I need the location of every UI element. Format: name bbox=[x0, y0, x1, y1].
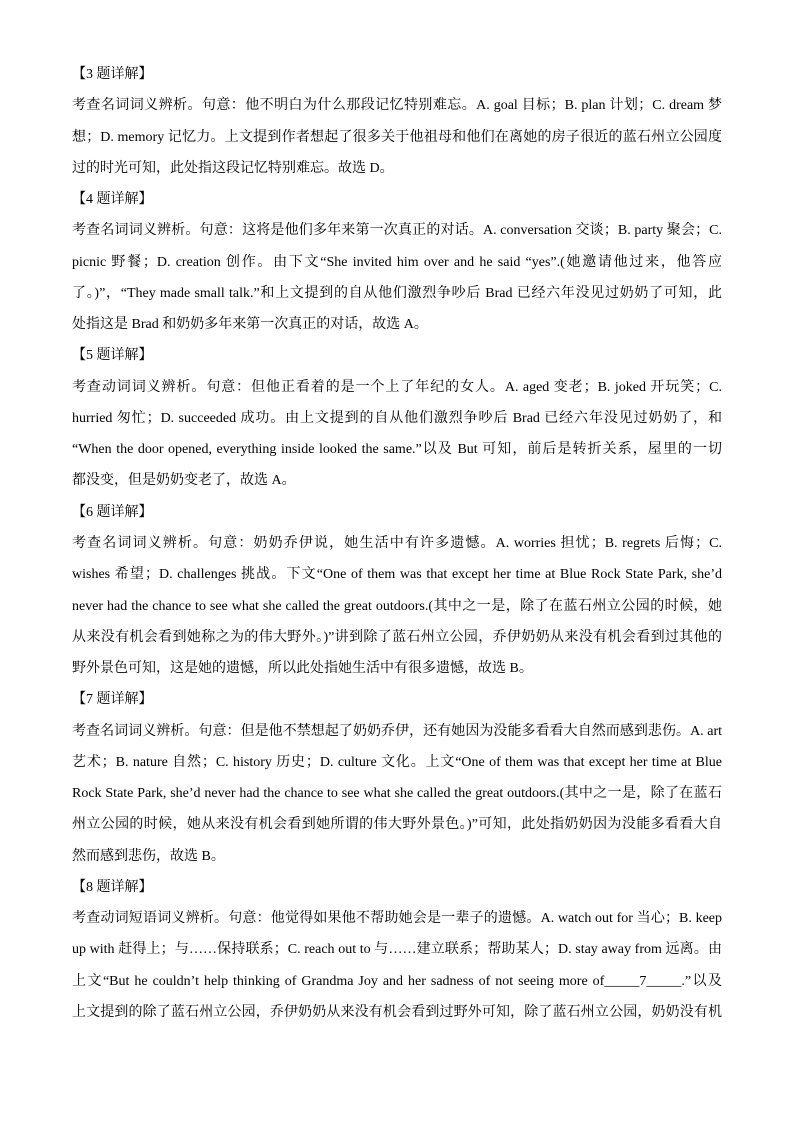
text-line: 上文“But he couldn’t help thinking of Grandma Joy and her sadness of not seeing more of_____7_____.”以及 bbox=[72, 973, 722, 989]
text-line: 考查名词词义辨析。句意：但是他不禁想起了奶奶乔伊，还有她因为没能多看看大自然而感到悲伤。A. art bbox=[72, 723, 722, 739]
text-line: picnic 野餐；D. creation 创作。由下文“She invited him over and he said “yes”.(她邀请他过来，他答应 bbox=[72, 254, 722, 270]
text-line: 考查名词词义辨析。句意：奶奶乔伊说，她生活中有许多遗憾。A. worries 担忧；B. regrets 后悔；C. bbox=[72, 535, 722, 551]
text-line: 想；D. memory 记忆力。上文提到作者想起了很多关于他祖母和他们在离她的房子很近的蓝石州立公园度 bbox=[72, 129, 722, 145]
text-line: 从来没有机会看到她称之为的伟大野外。)”讲到除了蓝石州立公园，乔伊奶奶从来没有机会看到过其他的 bbox=[72, 629, 722, 645]
section-q4 bbox=[72, 184, 722, 340]
section-q3 bbox=[72, 59, 722, 184]
text-line: 过的时光可知，此处指这段记忆特别难忘。故选 D。 bbox=[72, 160, 394, 176]
text-line: up with 赶得上；与……保持联系；C. reach out to 与……建立联系；帮助某人；D. stay away from 远离。由 bbox=[72, 942, 722, 958]
text-line: 艺术；B. nature 自然；C. history 历史；D. culture 文化。上文“One of them was that except her time at Blue bbox=[72, 754, 722, 770]
section-q7 bbox=[72, 684, 722, 872]
text-line: “When the door opened, everything inside looked the same.”以及 But 可知，前后是转折关系，屋里的一切 bbox=[72, 442, 722, 458]
text-line: 考查动词词义辨析。句意：但他正看着的是一个上了年纪的女人。A. aged 变老；B. joked 开玩笑；C. bbox=[72, 379, 722, 395]
text-line: 然而感到悲伤，故选 B。 bbox=[72, 848, 225, 864]
section-q6 bbox=[72, 497, 722, 685]
text-line: 野外景色可知，这是她的遗憾，所以此处指她生活中有很多遗憾，故选 B。 bbox=[72, 661, 533, 677]
section-heading: 【3 题详解】 bbox=[72, 67, 153, 82]
text-line: 州立公园的时候，她从来没有机会看到她所谓的伟大野外景色。)”可知，此处指奶奶因为没能多看看大自 bbox=[72, 817, 722, 833]
section-heading: 【4 题详解】 bbox=[72, 192, 153, 208]
text-line: 都没变，但是奶奶变老了，故选 A。 bbox=[72, 473, 296, 489]
text-line: Rock State Park, she’d never had the chance to see what she called the great outdoors.(其中之一是，除了在蓝石 bbox=[72, 786, 722, 802]
text-line: 上文提到的除了蓝石州立公园，乔伊奶奶从来没有机会看到过野外可知，除了蓝石州立公园，奶奶没有机 bbox=[72, 1004, 722, 1020]
section-q5 bbox=[72, 340, 722, 496]
section-heading: 【6 题详解】 bbox=[72, 504, 153, 520]
text-line: 考查动词短语词义辨析。句意：他觉得如果他不帮助她会是一辈子的遗憾。A. watch out for 当心；B. keep bbox=[72, 911, 722, 927]
text-line: 考查名词词义辨析。句意：这将是他们多年来第一次真正的对话。A. conversation 交谈；B. party 聚会；C. bbox=[72, 223, 722, 239]
text-line: 处指这是 Brad 和奶奶多年来第一次真正的对话，故选 A。 bbox=[72, 317, 428, 333]
section-heading: 【8 题详解】 bbox=[72, 879, 153, 895]
text-line: hurried 匆忙；D. succeeded 成功。由上文提到的自从他们激烈争吵后 Brad 已经六年没见过奶奶了，和 bbox=[72, 410, 722, 426]
section-heading: 【7 题详解】 bbox=[72, 692, 153, 708]
document-body bbox=[72, 59, 722, 1028]
text-line: wishes 希望；D. challenges 挑战。下文“One of them was that except her time at Blue Rock State Park, she’d bbox=[72, 567, 722, 583]
text-line: 了。)”，“They made small talk.”和上文提到的自从他们激烈争吵后 Brad 已经六年没见过奶奶了可知，此 bbox=[72, 285, 722, 301]
text-line: never had the chance to see what she called the great outdoors.(其中之一是，除了在蓝石州立公园的时候，她 bbox=[72, 598, 722, 614]
section-heading: 【5 题详解】 bbox=[72, 348, 153, 364]
section-q8 bbox=[72, 872, 722, 1028]
text-line: 考查名词词义辨析。句意：他不明白为什么那段记忆特别难忘。A. goal 目标；B. plan 计划；C. dream 梦 bbox=[72, 98, 722, 114]
